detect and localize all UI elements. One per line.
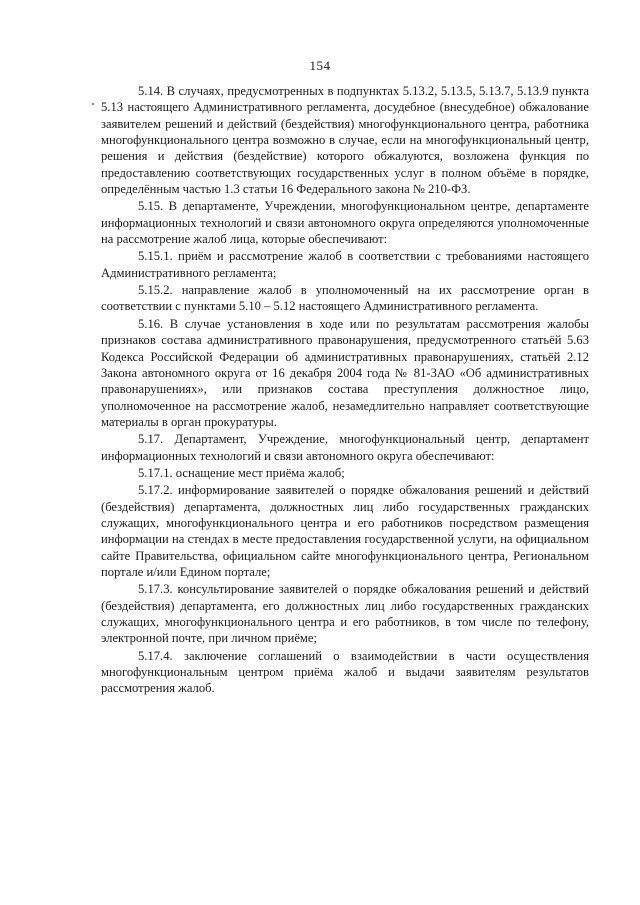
paragraph-5-17: 5.17. Департамент, Учреждение, многофункциональный центр, департамент информационных технологий и связи автономного округа обеспечивают: xyxy=(101,432,589,463)
paragraph-5-15-1: 5.15.1. приём и рассмотрение жалоб в соответствии с требованиями настоящего Административного регламента; xyxy=(101,249,589,280)
document-body xyxy=(101,83,589,697)
paragraph-5-14: 5.14. В случаях, предусмотренных в подпунктах 5.13.2, 5.13.5, 5.13.7, 5.13.9 пункта 5.13 настоящего Административного регламента, досудебное (внесудебное) обжалование заявителем решений и действий (бездействия) многофункционального центра, работника многофункционального центра возможно в случае, если на многофункциональный центр, решения и действия (бездействие) которого обжалуются, возложена функция по предоставлению соответствующих государственных услуг в полном объёме в порядке, определённым частью 1.3 статьи 16 Федерального закона № 210-ФЗ. xyxy=(101,84,589,197)
scan-artifact-dot xyxy=(92,103,94,105)
paragraph-5-17-4: 5.17.4. заключение соглашений о взаимодействии в части осуществления многофункциональным центром приёма жалоб и выдачи заявителям результатов рассмотрения жалоб. xyxy=(101,648,589,696)
page-number: 154 xyxy=(309,58,331,73)
paragraph-5-15-2: 5.15.2. направление жалоб в уполномоченный на их рассмотрение орган в соответствии с пунктами 5.10 – 5.12 настоящего Административного регламента. xyxy=(101,283,589,314)
paragraph-5-16: 5.16. В случае установления в ходе или по результатам рассмотрения жалобы признаков состава административного правонарушения, предусмотренного статьёй 5.63 Кодекса Российской Федерации об административных правонарушениях, статьёй 2.12 Закона автономного округа от 16 декабря 2004 года № 81-ЗАО «Об административных правонарушениях», или признаков состава преступления должностное лицо, уполномоченное на рассмотрение жалоб, незамедлительно направляет соответствующие материалы в орган прокуратуры. xyxy=(101,316,589,429)
paragraph-5-15: 5.15. В департаменте, Учреждении, многофункциональном центре, департаменте информационных технологий и связи автономного округа определяются уполномоченные на рассмотрение жалоб лица, которые обеспечивают: xyxy=(101,199,589,247)
paragraph-5-17-3: 5.17.3. консультирование заявителей о порядке обжалования решений и действий (бездействия) департамента, его должностных лиц либо государственных гражданских служащих, многофункционального центра и его работников, в том числе по телефону, электронной почте, при личном приёме; xyxy=(101,582,589,646)
paragraph-5-17-1: 5.17.1. оснащение мест приёма жалоб; xyxy=(138,465,345,480)
paragraph-5-17-2: 5.17.2. информирование заявителей о порядке обжалования решений и действий (бездействия) департамента, должностных лиц либо государственных гражданских служащих, многофункционального центра и его работников посредством размещения информации на стендах в месте предоставления государственной услуги, на официальном сайте Правительства, официальном сайте многофункционального центра, Региональном портале и/или Едином портале; xyxy=(101,483,589,579)
